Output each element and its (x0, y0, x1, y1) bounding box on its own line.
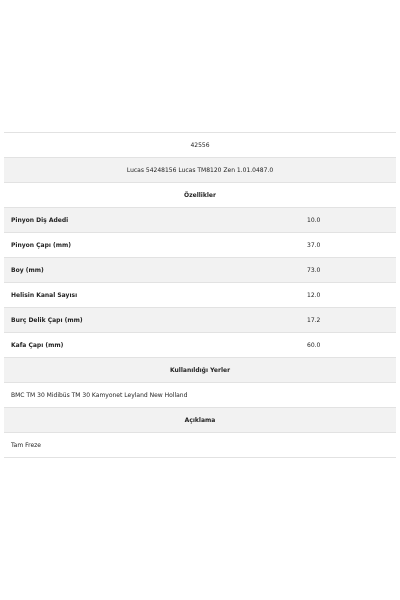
usage-row (4, 383, 396, 408)
product-spec-table (4, 132, 396, 458)
features-title: Özellikler (184, 192, 216, 199)
feature-value: 60.0 (307, 342, 321, 349)
description-header-row (4, 408, 396, 433)
feature-row (4, 258, 396, 283)
feature-label: Boy (mm) (11, 267, 44, 274)
product-reference-row (4, 158, 396, 183)
feature-row (4, 208, 396, 233)
features-header-row (4, 183, 396, 208)
feature-row (4, 308, 396, 333)
feature-value: 17.2 (307, 317, 321, 324)
feature-row (4, 233, 396, 258)
feature-value: 37.0 (307, 242, 321, 249)
feature-value: 12.0 (307, 292, 321, 299)
description-row (4, 433, 396, 458)
usage-text: BMC TM 30 Midibüs TM 30 Kamyonet Leyland New Holland (11, 392, 188, 399)
description-text: Tam Freze (11, 442, 41, 449)
feature-label: Kafa Çapı (mm) (11, 342, 64, 349)
feature-value: 73.0 (307, 267, 321, 274)
description-title: Açıklama (184, 417, 216, 424)
feature-label: Helisin Kanal Sayısı (11, 292, 78, 299)
feature-label: Burç Delik Çapı (mm) (11, 317, 83, 324)
feature-label: Pinyon Diş Adedi (11, 217, 69, 224)
feature-row (4, 283, 396, 308)
product-reference: Lucas 54248156 Lucas TM8120 Zen 1.01.0487.0 (126, 167, 274, 174)
usage-title: Kullanıldığı Yerler (169, 367, 231, 374)
feature-row (4, 333, 396, 358)
feature-label: Pinyon Çapı (mm) (11, 242, 71, 249)
product-code: 42556 (190, 142, 210, 149)
product-code-row (4, 133, 396, 158)
usage-header-row (4, 358, 396, 383)
feature-value: 10.0 (307, 217, 321, 224)
